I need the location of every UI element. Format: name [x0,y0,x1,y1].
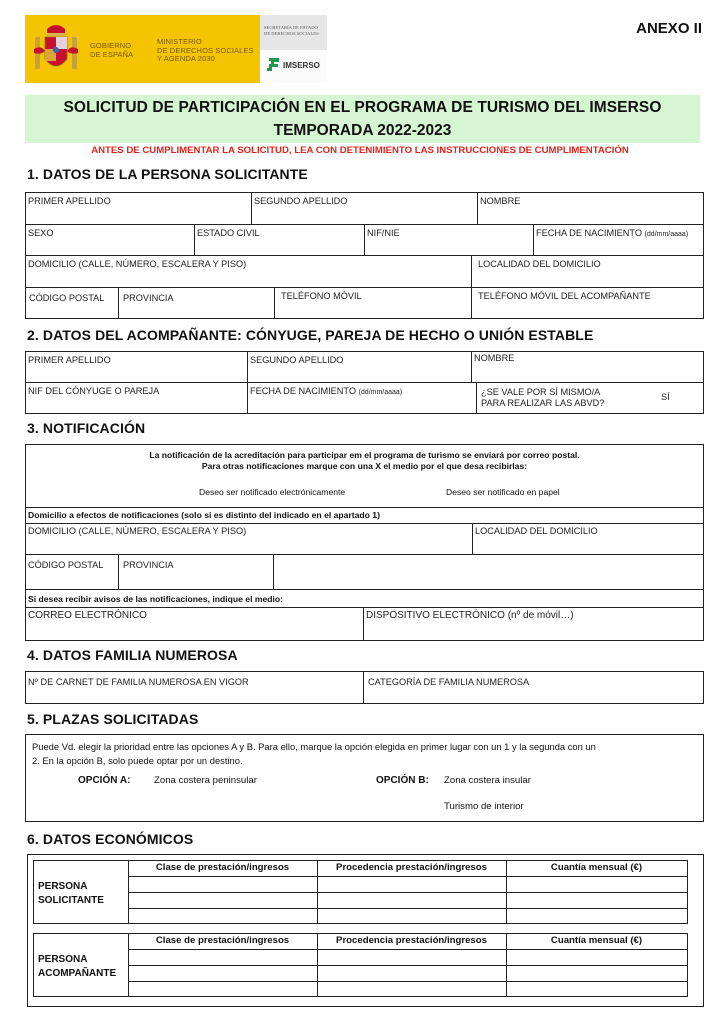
estado-civil-field[interactable] [195,225,365,256]
option-b-turismo-interior[interactable]: Turismo de interior [444,801,524,812]
field-label: NOMBRE [480,196,521,206]
notif-provincia-field[interactable] [119,555,274,590]
field-label: NIF/NIE [367,228,400,238]
column-header: Clase de prestación/ingresos [155,935,290,946]
acompanante-fecha-nacimiento-field[interactable] [248,383,477,413]
notif-domicilio-field[interactable] [26,523,473,555]
telefono-movil-field[interactable] [275,288,472,318]
field-label: PROVINCIA [123,293,174,303]
field-label: LOCALIDAD DEL DOMICILIO [478,259,601,269]
field-label: ESTADO CIVIL [197,228,260,238]
column-header: Cuantía mensual (€) [550,935,643,946]
notification-intro: La notificación de la acreditación para participar em el programa de turismo se enviará por correo postal. [149,450,580,460]
divider [128,892,687,893]
section-4-title: 4. DATOS FAMILIA NUMEROSA [27,647,238,663]
section-5-title: 5. PLAZAS SOLICITADAS [27,711,199,727]
field-label: SEGUNDO APELLIDO [250,355,344,365]
nif-nie-field[interactable] [365,225,534,256]
divider [128,908,687,909]
instructions-line: 2. En la opción B, solo puede optar por un destino. [32,755,243,766]
field-label-text: FECHA DE NACIMIENTO [536,228,643,238]
option-b-zona-costera-insular[interactable]: Zona costera insular [444,775,531,786]
acompanante-nombre-field[interactable] [472,352,703,383]
nombre-field[interactable] [478,193,703,225]
group-label-line: PERSONA [38,881,88,892]
option-b-label: OPCIÓN B: [376,775,429,786]
instructions-warning: ANTES DE CUMPLIMENTAR LA SOLICITUD, LEA CON DETENIMIENTO LAS INSTRUCCIONES DE CUMPLIMENTACIÓN [91,145,629,156]
categoria-familia-numerosa-field[interactable] [364,672,703,703]
telefono-acompanante-field[interactable] [472,288,703,318]
notification-intro: Para otras notificaciones marque con una X el medio por el que desa recibirlas: [201,461,528,471]
field-label: LOCALIDAD DEL DOMICILIO [475,526,598,536]
section-3-table [25,444,704,641]
economic-group-solicitante [33,860,688,924]
economic-group-acompanante [33,933,688,997]
fecha-nacimiento-field[interactable] [534,225,703,256]
economic-group-label [38,953,116,981]
instructions-line: Puede Vd. elegir la prioridad entre las opciones A y B. Para ello, marque la opción elegida en primer lugar con un 1 y la segunda con un [32,741,596,752]
notification-address-header: Domicilio a efectos de notificaciones (solo si es distinto del indicado en el apartado 1) [28,510,380,520]
secretaria-line: DE DERECHOS SOCIALES [264,31,319,36]
section-6-title: 6. DATOS ECONÓMICOS [27,831,194,847]
field-label [536,228,688,238]
divider [26,507,703,508]
field-label: SEXO [28,228,54,238]
column-header: Procedencia prestación/ingresos [336,862,487,873]
notification-alerts-header: Si desea recibir avisos de las notificaciones, indique el medio: [28,594,284,604]
acompanante-segundo-apellido-field[interactable] [248,352,472,383]
abvd-si-option[interactable]: SÍ [661,392,670,402]
secretaria-line: SECRETARÍA DE ESTADO [264,25,318,30]
abvd-question-line: ¿SE VALE POR SÍ MISMO/A [481,387,601,397]
field-label: CÓDIGO POSTAL [28,560,104,570]
ministerio-line: DE DERECHOS SOCIALES [157,45,254,55]
date-format-hint: (dd/mm/aaaa) [644,231,689,238]
solicitante-procedencia-input[interactable] [318,877,505,892]
field-label: TELÉFONO MÓVIL DEL ACOMPAÑANTE [478,291,651,301]
field-label: DOMICILIO (CALLE, NÚMERO, ESCALERA Y PISO) [28,259,247,269]
notify-paper-option[interactable]: Deseo ser notificado en papel [446,487,560,497]
notify-electronic-option[interactable]: Deseo ser notificado electrónicamente [199,487,346,497]
option-a-label: OPCIÓN A: [78,775,131,786]
field-label-text: FECHA DE NACIMIENTO [250,386,357,396]
secretaria-block [260,15,327,50]
acompanante-nif-field[interactable] [26,383,248,413]
field-label: CORREO ELECTRÓNICO [28,610,147,621]
field-label: SEGUNDO APELLIDO [254,196,348,206]
plazas-instructions [32,740,596,768]
primer-apellido-field[interactable] [26,193,252,225]
section-2-title: 2. DATOS DEL ACOMPAÑANTE: CÓNYUGE, PAREJA DE HECHO O UNIÓN ESTABLE [27,327,594,343]
field-label: PROVINCIA [123,560,174,570]
field-label: DISPOSITIVO ELECTRÓNICO (nº de móvil…) [366,610,574,621]
notif-extra-field[interactable] [274,555,703,590]
column-header: Cuantía mensual (€) [550,862,643,873]
coat-of-arms-icon [33,23,79,77]
anexo-label: ANEXO II [636,20,702,37]
section-2-table [25,351,704,414]
codigo-postal-field[interactable] [26,288,119,318]
notif-codigo-postal-field[interactable] [26,555,119,590]
field-label: CATEGORÍA DE FAMILIA NUMEROSA [368,677,530,687]
localidad-field[interactable] [472,256,703,288]
field-label: DOMICILIO (CALLE, NÚMERO, ESCALERA Y PISO) [28,526,247,536]
solicitante-cuantia-input[interactable] [507,877,687,892]
sexo-field[interactable] [26,225,195,256]
provincia-field[interactable] [119,288,275,318]
field-label: Nº DE CARNET DE FAMILIA NUMEROSA EN VIGOR [28,677,249,687]
form-season: TEMPORADA 2022-2023 [273,122,452,139]
imserso-text: IMSERSO [283,61,320,70]
field-label: NOMBRE [474,353,515,363]
section-3-title: 3. NOTIFICACIÓN [27,420,146,436]
notif-localidad-field[interactable] [473,523,703,555]
acompanante-primer-apellido-field[interactable] [26,352,248,383]
group-label-line: PERSONA [38,954,88,965]
abvd-question-field[interactable] [477,383,703,413]
field-label [250,386,402,396]
option-a-zona-costera-peninsular[interactable]: Zona costera peninsular [154,775,257,786]
ministerio-text [157,38,254,64]
solicitante-clase-input[interactable] [129,877,316,892]
imserso-icon [266,57,280,73]
column-header: Procedencia prestación/ingresos [336,935,487,946]
date-format-hint: (dd/mm/aaaa) [358,389,403,396]
field-label: NIF DEL CÓNYUGE O PAREJA [28,386,160,396]
section-6-box [27,854,704,1007]
correo-electronico-field[interactable] [26,607,364,640]
column-header: Clase de prestación/ingresos [155,862,290,873]
economic-group-label [38,880,104,908]
segundo-apellido-field[interactable] [252,193,478,225]
field-label: PRIMER APELLIDO [28,196,111,206]
field-label: PRIMER APELLIDO [28,355,111,365]
form-title: SOLICITUD DE PARTICIPACIÓN EN EL PROGRAMA DE TURISMO DEL IMSERSO [63,99,662,116]
field-label: TELÉFONO MÓVIL [281,291,362,301]
abvd-question-line: PARA REALIZAR LAS ABVD? [481,397,605,408]
group-label-line: ACOMPAÑANTE [38,968,117,979]
domicilio-field[interactable] [26,256,472,288]
acompanante-cuantia-input[interactable] [507,950,687,965]
section-1-title: 1. DATOS DE LA PERSONA SOLICITANTE [27,166,308,182]
divider [128,965,687,966]
dispositivo-electronico-field[interactable] [364,607,703,640]
section-1-table [25,192,704,319]
group-label-line: SOLICITANTE [38,895,104,906]
section-4-table [25,671,704,704]
divider [128,981,687,982]
acompanante-clase-input[interactable] [129,950,316,965]
ministerio-line: Y AGENDA 2030 [157,54,215,63]
field-label: CÓDIGO POSTAL [29,293,105,303]
acompanante-procedencia-input[interactable] [318,950,505,965]
government-logo [25,15,260,83]
gobierno-text: GOBIERNO DE ESPAÑA [90,41,134,59]
section-5-box [25,734,704,822]
abvd-question [481,387,604,408]
ministerio-line: MINISTERIO [157,37,202,46]
title-banner [25,95,700,143]
imserso-logo [260,50,327,83]
carnet-familia-numerosa-field[interactable] [26,672,364,703]
